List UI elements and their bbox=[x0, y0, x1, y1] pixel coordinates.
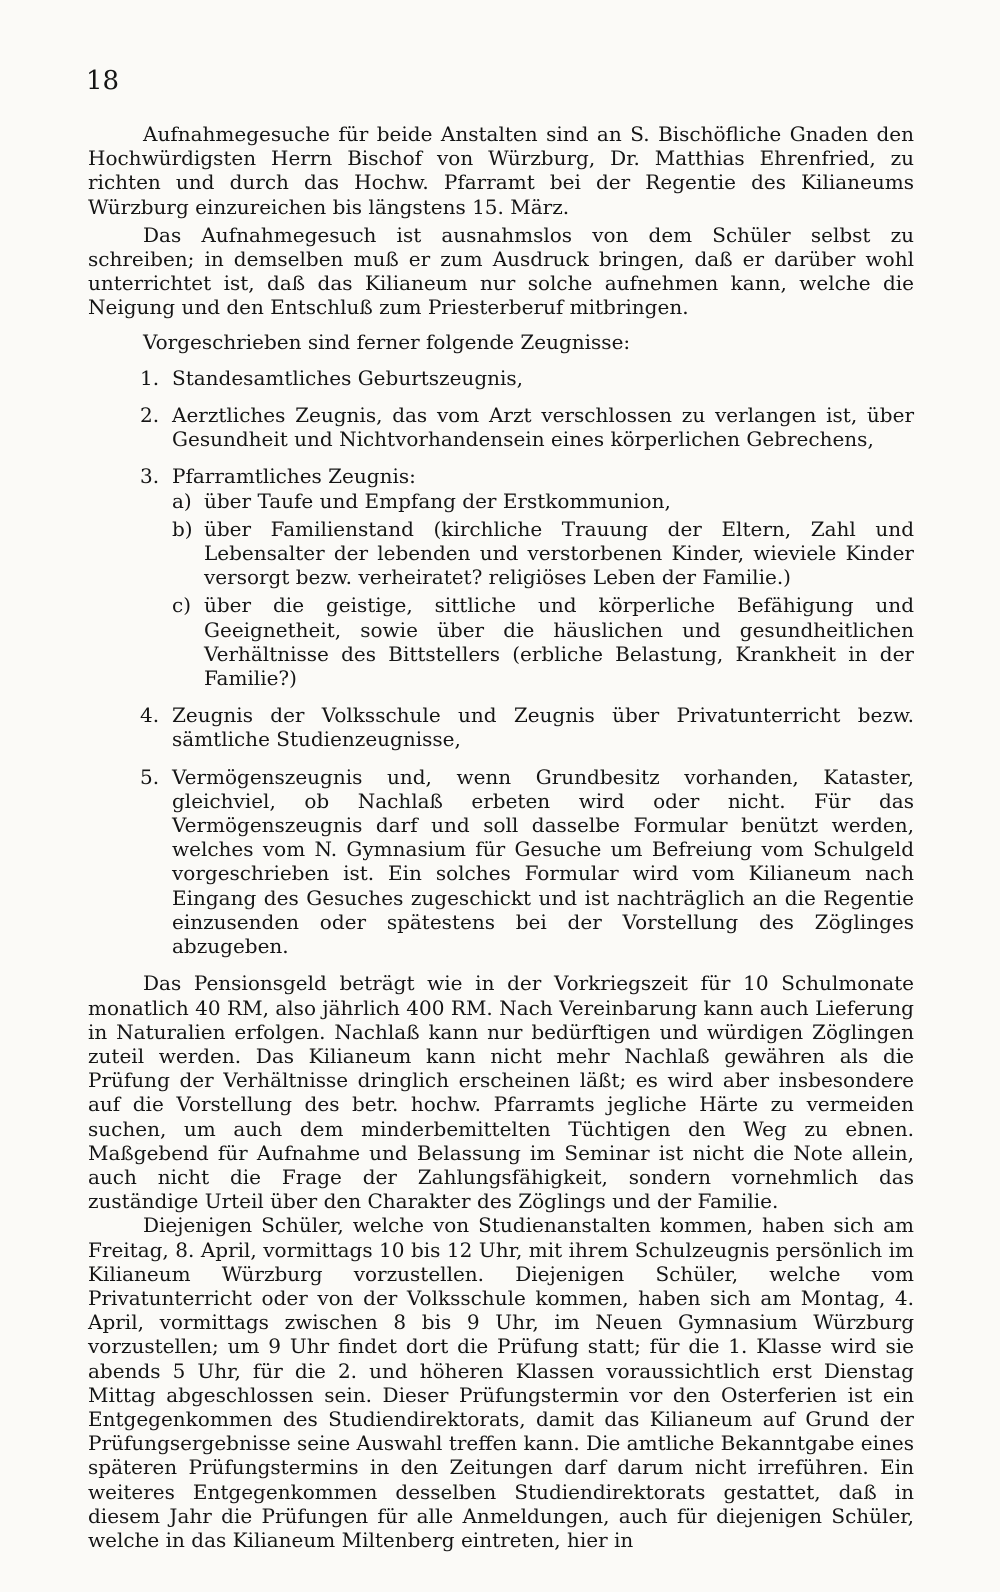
sublist-item-text: über Taufe und Empfang der Erstkommunion, bbox=[204, 488, 671, 513]
list-item-number: 3. bbox=[140, 464, 160, 489]
paragraph-required-certificates: Vorgeschrieben sind ferner folgende Zeugnisse: bbox=[143, 329, 631, 354]
sublist-item-text: über Familienstand (kirchliche Trauung der Eltern, Zahl und Lebensalter der lebenden und verstorbenen Kinder, wieviele Kinder versorgt bezw. verheiratet? religiöses Leben der Familie.) bbox=[204, 516, 914, 590]
sublist-item-letter: c) bbox=[172, 593, 192, 618]
list-item bbox=[88, 366, 914, 390]
sublist-item bbox=[172, 489, 914, 513]
list-item-text: Vermögenszeugnis und, wenn Grundbesitz vorhanden, Kataster, gleichviel, ob Nachlaß erbeten wird oder nicht. Für das Vermögenszeugnis darf und soll dasselbe Formular benützt werden, welches vom N. Gymnasium für Gesuche um Befreiung vom Schulgeld vorgeschrieben ist. Ein solches Formular wird vom Kilianeum nach Eingang des Gesuches zugeschickt und ist nachträglich an die Regentie einzusenden oder spätestens bei der Vorstellung des Zöglinges abzugeben. bbox=[172, 764, 914, 959]
list-item bbox=[88, 703, 914, 751]
paragraph-examination-dates: Diejenigen Schüler, welche von Studienanstalten kommen, haben sich am Freitag, 8. April, vormittags 10 bis 12 Uhr, mit ihrem Schulzeugnis persönlich im Kilianeum Würzburg vorzustellen. Diejenigen Schüler, welche vom Privatunterricht oder von der Volksschule kommen, haben sich am Montag, 4. April, vormittags zwischen 8 bis 9 Uhr, im Neuen Gymnasium Würzburg vorzustellen; um 9 Uhr findet dort die Prüfung statt; für die 1. Klasse wird sie abends 5 Uhr, für die 2. und höheren Klassen voraussichtlich erst Dienstag Mittag abgeschlossen sein. Dieser Prüfungstermin vor den Osterferien ist ein Entgegenkommen des Studiendirektorats, damit das Kilianeum auf Grund der Prüfungsergebnisse seine Auswahl treffen kann. Die amtliche Bekanntgabe eines späteren Prüfungstermins in den Zeitungen darf darum nicht irreführen. Ein weiteres Entgegenkommen desselben Studiendirektorats gestattet, daß in diesem Jahr die Prüfungen für alle Anmeldungen, auch für diejenigen Schüler, welche in das Kilianeum Miltenberg eintreten, hier in bbox=[88, 1213, 914, 1552]
paragraph-application-requirements: Das Aufnahmegesuch ist ausnahmslos von dem Schüler selbst zu schreiben; in demselben muß er zum Ausdruck bringen, daß er darüber wohl unterrichtet ist, daß das Kilianeum nur solche aufnehmen kann, welche die Neigung und den Entschluß zum Priesterberuf mitbringen. bbox=[88, 222, 914, 320]
sublist-item-letter: b) bbox=[172, 516, 193, 541]
list-item-text: Pfarramtliches Zeugnis: bbox=[172, 464, 416, 489]
body-text bbox=[88, 122, 914, 1552]
list-item-text: Zeugnis der Volksschule und Zeugnis über Privatunterricht bezw. sämtliche Studienzeugnisse, bbox=[172, 703, 914, 752]
sublist-item-letter: a) bbox=[172, 488, 192, 513]
sublist-item-text: über die geistige, sittliche und körperliche Befähigung und Geeignetheit, sowie über die häuslichen und gesundheitlichen Verhältnisse des Bittstellers (erbliche Belastung, Krankheit in der Familie?) bbox=[204, 593, 914, 691]
list-item bbox=[88, 403, 914, 451]
certificate-list bbox=[88, 366, 914, 958]
list-item-text: Standesamtliches Geburtszeugnis, bbox=[172, 365, 524, 390]
paragraph-application-address: Aufnahmegesuche für beide Anstalten sind an S. Bischöfliche Gnaden den Hochwürdigsten Herrn Bischof von Würzburg, Dr. Matthias Ehrenfried, zu richten und durch das Hochw. Pfarramt bei der Regentie des Kilianeums Würzburg einzureichen bis längstens 15. März. bbox=[88, 122, 914, 219]
sublist-item bbox=[172, 593, 914, 690]
list-item-number: 4. bbox=[140, 703, 160, 728]
page-number: 18 bbox=[86, 66, 120, 96]
parish-certificate-sublist bbox=[172, 489, 914, 691]
list-item bbox=[88, 464, 914, 690]
list-item-number: 5. bbox=[140, 764, 160, 789]
list-item-text: Aerztliches Zeugnis, das vom Arzt verschlossen zu verlangen ist, über Gesundheit und Nichtvorhandensein eines körperlichen Gebrechens, bbox=[172, 403, 914, 452]
sublist-item bbox=[172, 517, 914, 590]
list-item-number: 1. bbox=[140, 365, 160, 390]
paragraph-boarding-fee: Das Pensionsgeld beträgt wie in der Vorkriegszeit für 10 Schulmonate monatlich 40 RM, also jährlich 400 RM. Nach Vereinbarung kann auch Lieferung in Naturalien erfolgen. Nachlaß kann nur bedürftigen und würdigen Zöglingen zuteil werden. Das Kilianeum kann nicht mehr Nachlaß gewähren als die Prüfung der Verhältnisse dringlich erscheinen läßt; es wird aber insbesondere auf die Vorstellung des betr. hochw. Pfarramts jegliche Härte zu vermeiden suchen, um auch dem minderbemittelten Tüchtigen den Weg zu ebnen. Maßgebend für Aufnahme und Belassung im Seminar ist nicht die Note allein, auch nicht die Frage der Zahlungsfähigkeit, sondern vornehmlich das zuständige Urteil über den Charakter des Zöglings und der Familie. bbox=[88, 971, 914, 1214]
list-item bbox=[88, 765, 914, 959]
list-item-number: 2. bbox=[140, 403, 160, 428]
